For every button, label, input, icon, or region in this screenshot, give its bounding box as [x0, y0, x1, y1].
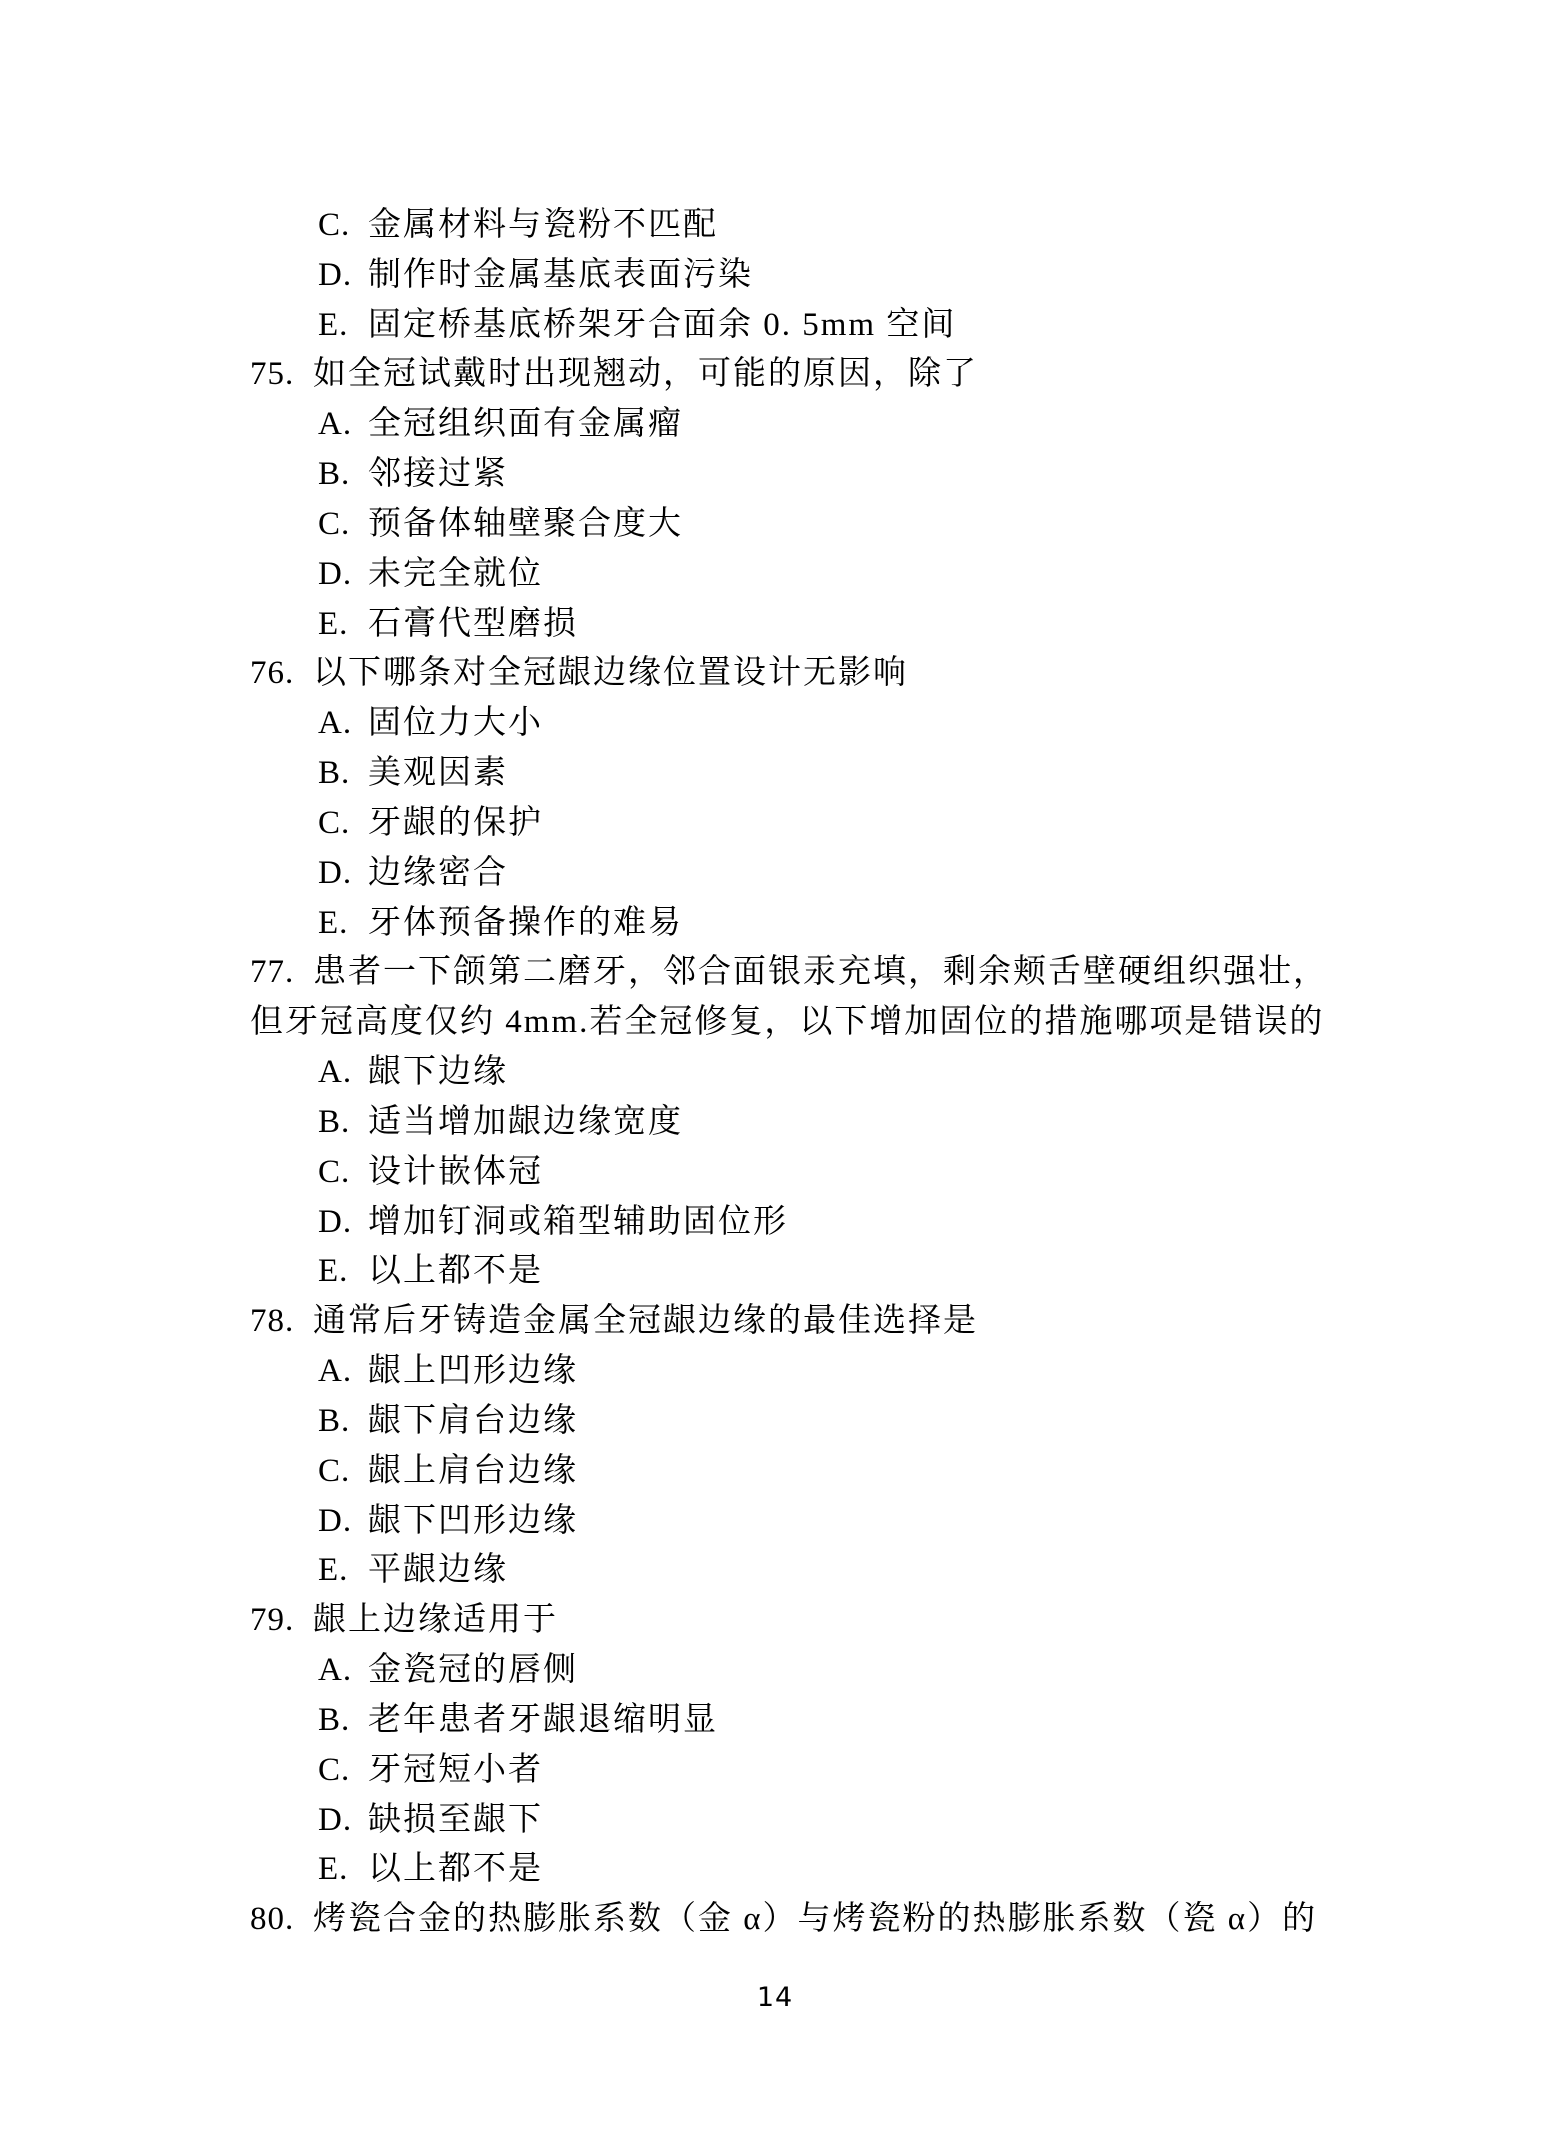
line-prefix: C.	[318, 1751, 351, 1788]
line-text: 龈上肩台边缘	[368, 1452, 578, 1489]
option-line	[250, 251, 1430, 301]
line-prefix: D.	[318, 256, 353, 293]
line-text: 美观因素	[368, 755, 508, 792]
option-line	[250, 1148, 1430, 1198]
line-text: 以上都不是	[368, 1253, 543, 1290]
option-line	[250, 1696, 1430, 1746]
line-prefix: B.	[318, 456, 351, 493]
option-line	[250, 1098, 1430, 1148]
question-line	[250, 948, 1430, 998]
option-line	[250, 1048, 1430, 1098]
question-line	[250, 1297, 1430, 1347]
question-line	[250, 1895, 1430, 1945]
line-prefix: E.	[318, 605, 349, 642]
option-line	[250, 849, 1430, 899]
option-line	[250, 600, 1430, 650]
line-prefix: B.	[318, 1701, 351, 1738]
line-prefix: D.	[318, 555, 353, 592]
line-prefix: D.	[318, 854, 353, 891]
line-text: 金瓷冠的唇侧	[368, 1652, 578, 1689]
option-line	[250, 699, 1430, 749]
line-text: 适当增加龈边缘宽度	[368, 1103, 683, 1140]
option-line	[250, 301, 1430, 351]
line-text: 龈下凹形边缘	[368, 1502, 578, 1539]
line-text: 邻接过紧	[368, 456, 508, 493]
line-text: 但牙冠高度仅约 4mm.若全冠修复，以下增加固位的措施哪项是错误的	[250, 1004, 1325, 1041]
line-text: 全冠组织面有金属瘤	[368, 406, 683, 443]
line-prefix: B.	[318, 755, 351, 792]
line-text: 通常后牙铸造金属全冠龈边缘的最佳选择是	[313, 1303, 978, 1340]
line-prefix: A.	[318, 1652, 353, 1689]
line-text: 如全冠试戴时出现翘动，可能的原因，除了	[313, 356, 978, 393]
option-line	[250, 1746, 1430, 1796]
line-text: 固位力大小	[368, 705, 543, 742]
option-line	[250, 1198, 1430, 1248]
line-prefix: D.	[318, 1203, 353, 1240]
line-prefix: A.	[318, 1054, 353, 1091]
line-prefix: 78.	[250, 1303, 295, 1340]
option-line	[250, 201, 1430, 251]
line-prefix: E.	[318, 1552, 349, 1589]
line-prefix: C.	[318, 1153, 351, 1190]
line-prefix: 76.	[250, 655, 295, 692]
line-text: 平龈边缘	[368, 1552, 508, 1589]
option-line	[250, 899, 1430, 949]
option-line	[250, 450, 1430, 500]
line-prefix: C.	[318, 804, 351, 841]
line-prefix: B.	[318, 1402, 351, 1439]
option-line	[250, 799, 1430, 849]
line-text: 龈上凹形边缘	[368, 1353, 578, 1390]
line-text: 制作时金属基底表面污染	[368, 256, 753, 293]
option-line	[250, 1796, 1430, 1846]
line-prefix: A.	[318, 406, 353, 443]
option-line	[250, 550, 1430, 600]
question-line	[250, 649, 1430, 699]
line-text: 缺损至龈下	[368, 1801, 543, 1838]
line-prefix: A.	[318, 705, 353, 742]
continuation-line	[250, 998, 1430, 1048]
line-prefix: 79.	[250, 1602, 295, 1639]
line-text: 烤瓷合金的热膨胀系数（金 α）与烤瓷粉的热膨胀系数（瓷 α）的	[313, 1901, 1318, 1938]
line-prefix: 80.	[250, 1901, 295, 1938]
line-text: 以上都不是	[368, 1851, 543, 1888]
line-text: 龈下边缘	[368, 1054, 508, 1091]
line-text: 龈下肩台边缘	[368, 1402, 578, 1439]
line-prefix: D.	[318, 1801, 353, 1838]
line-prefix: D.	[318, 1502, 353, 1539]
line-prefix: E.	[318, 1253, 349, 1290]
option-line	[250, 1397, 1430, 1447]
line-text: 以下哪条对全冠龈边缘位置设计无影响	[313, 655, 908, 692]
option-line	[250, 1447, 1430, 1497]
page-number: 14	[756, 1982, 794, 2013]
line-text: 牙龈的保护	[368, 804, 543, 841]
line-text: 牙冠短小者	[368, 1751, 543, 1788]
line-text: 预备体轴壁聚合度大	[368, 505, 683, 542]
option-line	[250, 1845, 1430, 1895]
line-text: 金属材料与瓷粉不匹配	[368, 207, 718, 243]
line-text: 设计嵌体冠	[368, 1153, 543, 1190]
option-line	[250, 1646, 1430, 1696]
line-text: 未完全就位	[368, 555, 543, 592]
option-line	[250, 500, 1430, 550]
line-prefix: C.	[318, 207, 351, 243]
question-line	[250, 1596, 1430, 1646]
line-prefix: A.	[318, 1353, 353, 1390]
option-line	[250, 749, 1430, 799]
line-text: 龈上边缘适用于	[313, 1602, 558, 1639]
option-line	[250, 400, 1430, 450]
option-line	[250, 1546, 1430, 1596]
line-prefix: E.	[318, 1851, 349, 1888]
line-prefix: 75.	[250, 356, 295, 393]
line-prefix: C.	[318, 505, 351, 542]
line-text: 石膏代型磨损	[368, 605, 578, 642]
line-text: 增加钉洞或箱型辅助固位形	[368, 1203, 788, 1240]
line-prefix: C.	[318, 1452, 351, 1489]
line-prefix: E.	[318, 904, 349, 941]
line-prefix: E.	[318, 306, 349, 343]
option-line	[250, 1497, 1430, 1547]
option-line	[250, 1247, 1430, 1297]
line-text: 患者一下颌第二磨牙，邻合面银汞充填，剩余颊舌壁硬组织强壮，	[313, 954, 1328, 991]
line-text: 边缘密合	[368, 854, 508, 891]
line-text: 固定桥基底桥架牙合面余 0. 5mm 空间	[368, 306, 957, 343]
option-line	[250, 1347, 1430, 1397]
line-prefix: 77.	[250, 954, 295, 991]
line-text: 老年患者牙龈退缩明显	[368, 1701, 718, 1738]
question-line	[250, 350, 1430, 400]
question-list	[250, 201, 1430, 1945]
line-text: 牙体预备操作的难易	[368, 904, 683, 941]
line-prefix: B.	[318, 1103, 351, 1140]
